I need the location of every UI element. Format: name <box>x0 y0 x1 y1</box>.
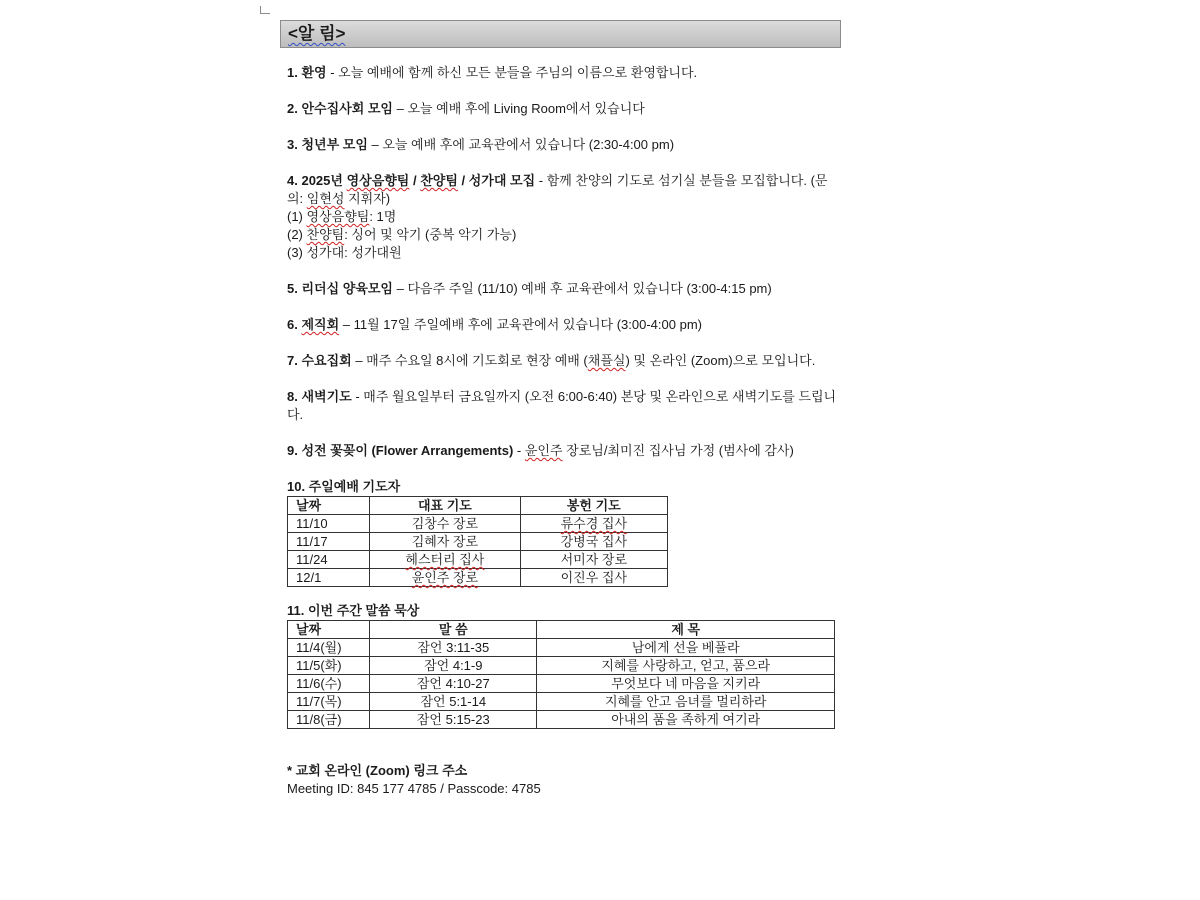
item-number: 6. <box>287 317 298 332</box>
item-number: 2. <box>287 101 298 116</box>
item-heading-sep: / <box>409 173 421 188</box>
contact-role: 지휘자) <box>344 191 391 206</box>
sub-prefix: (2) <box>287 227 303 242</box>
item-heading: 성전 꽃꽂이 (Flower Arrangements) <box>301 443 514 458</box>
table-row <box>288 693 835 711</box>
table-header-row <box>288 497 668 515</box>
item-number: 7. <box>287 353 298 368</box>
table-header-row <box>288 621 835 639</box>
item-heading: 리더십 양육모임 <box>301 281 393 296</box>
table-row <box>288 639 835 657</box>
item-text: – 오늘 예배 후에 교육관에서 있습니다 (2:30-4:00 pm) <box>367 137 675 152</box>
item-heading: 새벽기도 <box>301 389 352 404</box>
scripture-cell: 잠언 3:11-35 <box>370 639 537 657</box>
item-4-sub-3: (3) 성가대: 성가대원 <box>287 245 402 260</box>
item-text-a: – 매주 수요일 8시에 기도회로 현장 예배 ( <box>351 353 588 368</box>
sub-rest: : 1명 <box>369 209 397 224</box>
item-heading: 안수집사회 모임 <box>301 101 393 116</box>
offering-prayer-cell <box>520 515 667 533</box>
item-heading-team1: 영상음향팀 <box>346 173 410 188</box>
table-row <box>288 657 835 675</box>
table-row <box>288 551 668 569</box>
item-text-a: - <box>513 443 525 458</box>
column-header: 봉헌 기도 <box>520 497 667 515</box>
offering-prayer-name: 류수경 집사 <box>560 516 627 531</box>
date-cell: 11/5(화) <box>288 657 370 675</box>
column-header: 제 목 <box>537 621 835 639</box>
item-text: – 11월 17일 주일예배 후에 교육관에서 있습니다 (3:00-4:00 pm) <box>339 317 702 332</box>
item-text: – 다음주 주일 (11/10) 예배 후 교육관에서 있습니다 (3:00-4:15 pm) <box>393 281 772 296</box>
date-cell: 11/10 <box>288 515 370 533</box>
zoom-meeting-info: Meeting ID: 845 177 4785 / Passcode: 4785 <box>287 781 541 796</box>
table-row <box>288 675 835 693</box>
item-text: - 함께 찬양의 기도로 섬기실 분들을 모집합니다. (문의: <box>287 173 828 206</box>
prayer-table <box>287 496 668 587</box>
date-cell: 11/24 <box>288 551 370 569</box>
title-cell: 지혜를 사랑하고, 얻고, 품으라 <box>537 657 835 675</box>
item-heading: 환영 <box>301 65 327 80</box>
date-cell: 11/17 <box>288 533 370 551</box>
title-cell: 무엇보다 네 마음을 지키라 <box>537 675 835 693</box>
sub-name: 영상음향팀 <box>306 209 370 224</box>
scripture-cell: 잠언 5:15-23 <box>370 711 537 729</box>
sub-prefix: (1) <box>287 209 303 224</box>
date-cell: 11/8(금) <box>288 711 370 729</box>
announcements-body <box>287 64 843 798</box>
announcement-8 <box>287 388 843 424</box>
item-number: 8. <box>287 389 298 404</box>
item-number: 9. <box>287 443 298 458</box>
zoom-heading: * 교회 온라인 (Zoom) 링크 주소 <box>287 763 468 778</box>
date-cell: 11/4(월) <box>288 639 370 657</box>
column-header: 대표 기도 <box>370 497 520 515</box>
scripture-cell: 잠언 4:10-27 <box>370 675 537 693</box>
scripture-cell: 잠언 4:1-9 <box>370 657 537 675</box>
family-name: 윤인주 <box>524 443 563 458</box>
item-text: - 매주 월요일부터 금요일까지 (오전 6:00-6:40) 본당 및 온라인으로 새벽기도를 드립니다. <box>287 389 837 422</box>
table-row <box>288 569 668 587</box>
item-heading: 제직회 <box>301 317 340 332</box>
contact-name: 임현성 <box>306 191 345 206</box>
announcement-4 <box>287 172 843 262</box>
item-heading-team2: 찬양팀 <box>420 173 458 188</box>
announcement-6 <box>287 316 843 334</box>
item-text: - 오늘 예배에 함께 하신 모든 분들을 주님의 이름으로 환영합니다. <box>326 65 698 80</box>
announcement-3 <box>287 136 843 154</box>
item-text-b: ) 및 온라인 (Zoom)으로 모입니다. <box>625 353 816 368</box>
offering-prayer-cell: 이진우 집사 <box>520 569 667 587</box>
item-heading-year: 2025년 <box>301 173 343 188</box>
page-corner-mark <box>260 6 270 14</box>
announcements-title-bar <box>280 20 841 48</box>
lead-prayer-name: 윤인주 장로 <box>411 570 479 585</box>
sub-rest: : 싱어 및 악기 (중복 악기 가능) <box>344 227 517 242</box>
column-header: 날짜 <box>288 621 370 639</box>
lead-prayer-cell: 김혜자 장로 <box>370 533 520 551</box>
item-4-sub-1 <box>287 208 843 226</box>
item-4-sub-2 <box>287 226 843 244</box>
column-header: 날짜 <box>288 497 370 515</box>
announcement-7 <box>287 352 843 370</box>
item-text: – 오늘 예배 후에 Living Room에서 있습니다 <box>393 101 645 116</box>
offering-prayer-cell: 강병국 집사 <box>520 533 667 551</box>
table-row <box>288 533 668 551</box>
word-meditation-table <box>287 620 835 729</box>
item-heading: 수요집회 <box>301 353 352 368</box>
title-cell: 아내의 품을 족하게 여기라 <box>537 711 835 729</box>
title-cell: 남에게 선을 베풀라 <box>537 639 835 657</box>
scripture-cell: 잠언 5:1-14 <box>370 693 537 711</box>
lead-prayer-cell: 김창수 장로 <box>370 515 520 533</box>
word-heading: 11. 이번 주간 말씀 묵상 <box>287 603 420 618</box>
announcement-9 <box>287 442 843 460</box>
prayer-heading: 10. 주일예배 기도자 <box>287 479 401 494</box>
table-row <box>288 711 835 729</box>
date-cell: 12/1 <box>288 569 370 587</box>
item-number: 5. <box>287 281 298 296</box>
lead-prayer-cell <box>370 569 520 587</box>
item-4-main <box>287 172 843 208</box>
item-number: 1. <box>287 65 298 80</box>
item-number: 3. <box>287 137 298 152</box>
column-header: 말 씀 <box>370 621 537 639</box>
item-heading-rest: / 성가대 모집 <box>457 173 536 188</box>
title-cell: 지혜를 안고 음녀를 멀리하라 <box>537 693 835 711</box>
item-number: 4. <box>287 173 298 188</box>
announcement-1 <box>287 64 843 82</box>
announcements-title: <알 림> <box>288 24 346 43</box>
lead-prayer-cell <box>370 551 520 569</box>
lead-prayer-name: 헤스터리 집사 <box>405 552 485 567</box>
date-cell: 11/6(수) <box>288 675 370 693</box>
date-cell: 11/7(목) <box>288 693 370 711</box>
place-name: 채플실 <box>587 353 626 368</box>
item-text-b: 장로님/최미진 집사님 가정 (범사에 감사) <box>562 443 794 458</box>
item-heading: 청년부 모임 <box>301 137 368 152</box>
announcement-5 <box>287 280 843 298</box>
table-row <box>288 515 668 533</box>
announcement-2 <box>287 100 843 118</box>
sub-name: 찬양팀 <box>306 227 345 242</box>
offering-prayer-cell: 서미자 장로 <box>520 551 667 569</box>
